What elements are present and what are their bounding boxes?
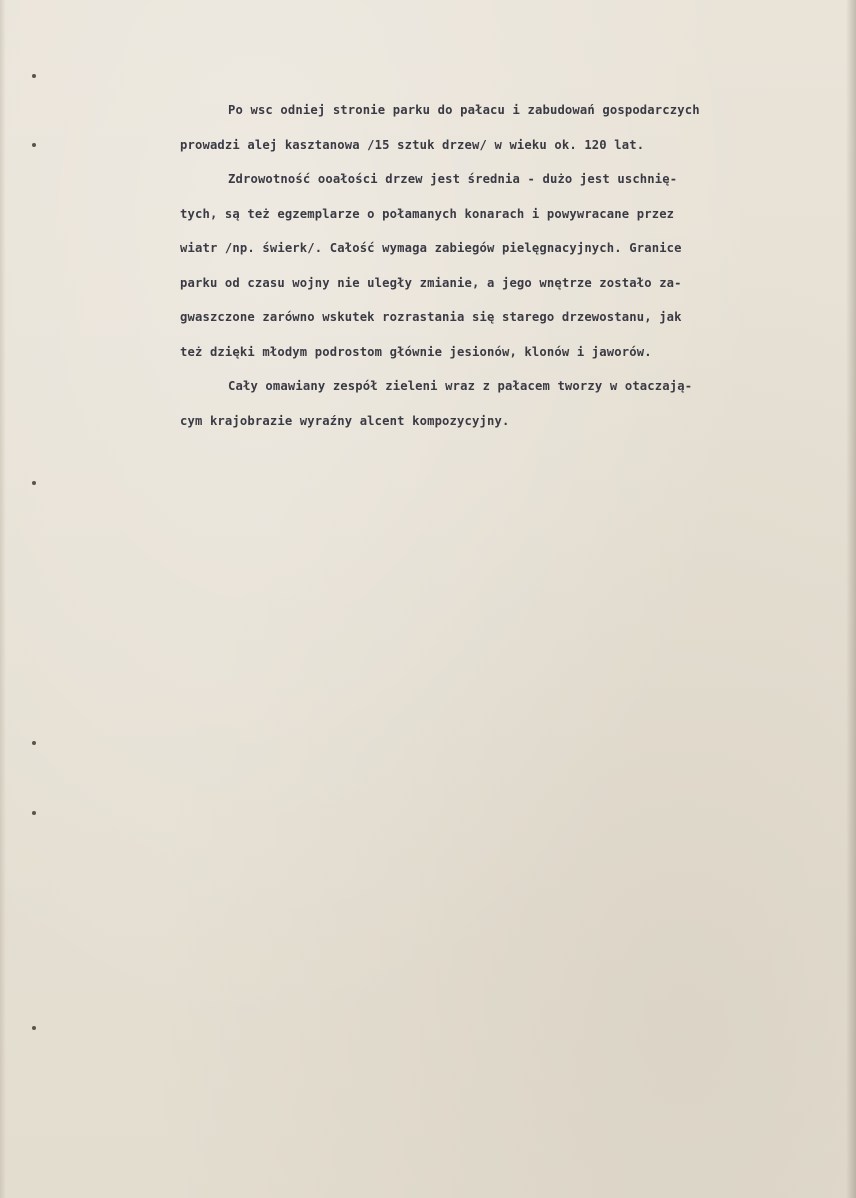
text-line: prowadzi alej kasztanowa /15 sztuk drzew/ w wieku ok. 120 lat. [180, 137, 645, 152]
text-line: wiatr /np. świerk/. Całość wymaga zabiegów pielęgnacyjnych. Granice [180, 241, 682, 255]
paragraph-avenue [180, 100, 790, 169]
text-line: gwaszczone zarówno wskutek rozrastania się starego drzewostanu, jak [180, 310, 682, 324]
page-left-edge-shadow [0, 0, 6, 1198]
text-line: też dzięki młodym podrostom głównie jesionów, klonów i jaworów. [180, 344, 652, 359]
text-line: cym krajobrazie wyraźny alcent kompozycyjny. [180, 413, 510, 428]
typewritten-text [180, 100, 790, 445]
text-line: Zdrowotność ooałości drzew jest średnia - dużo jest uschnię- [228, 172, 678, 186]
binding-hole-mark [32, 811, 36, 815]
page-right-edge-shadow [846, 0, 856, 1198]
text-line: tych, są też egzemplarze o połamanych konarach i powywracane przez [180, 206, 675, 221]
binding-hole-mark [32, 741, 36, 745]
paragraph-composition [180, 376, 790, 445]
binding-hole-mark [32, 143, 36, 147]
text-line: parku od czasu wojny nie uległy zmianie, a jego wnętrze zostało za- [180, 275, 682, 290]
text-line: Cały omawiany zespół zieleni wraz z pałacem tworzy w otaczają- [228, 379, 693, 393]
text-line: Po wsc odniej stronie parku do pałacu i zabudowań gospodarczych [228, 103, 700, 117]
binding-hole-mark [32, 1026, 36, 1030]
binding-hole-mark [32, 481, 36, 485]
paragraph-tree-health [180, 169, 790, 376]
binding-hole-mark [32, 74, 36, 78]
